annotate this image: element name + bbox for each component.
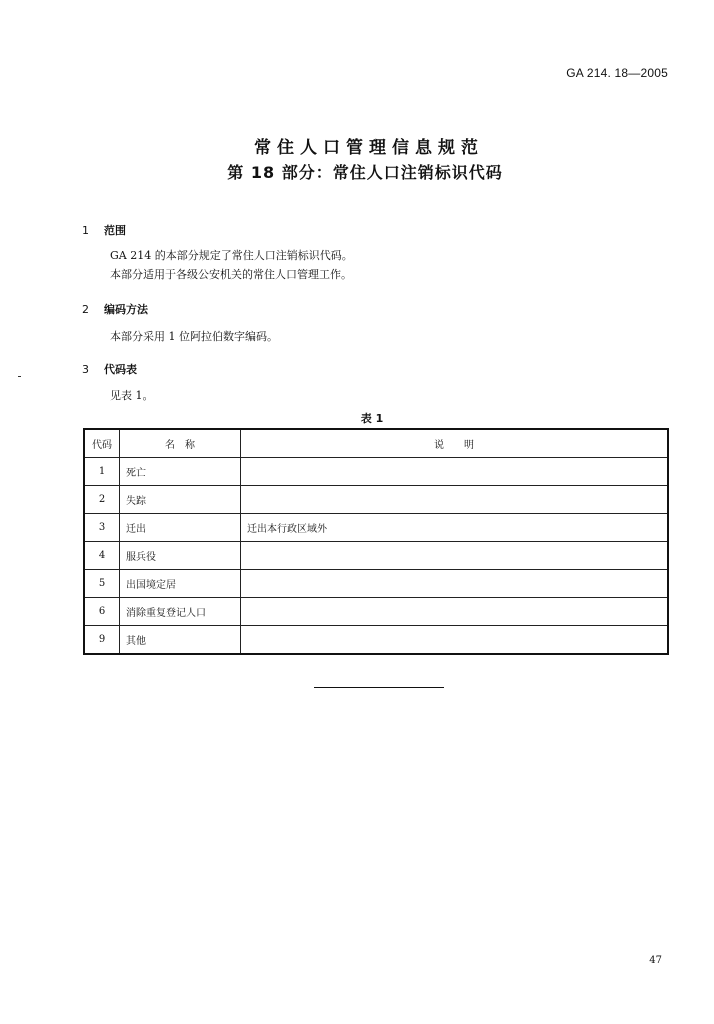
table-row [84, 598, 668, 626]
section-title: 编码方法 [104, 303, 148, 316]
cell-name: 死亡 [120, 458, 241, 486]
table-row [84, 542, 668, 570]
table-row [84, 458, 668, 486]
header-description: 说 明 [241, 429, 669, 458]
cell-description: 迁出本行政区域外 [241, 514, 669, 542]
section-2-body [110, 327, 278, 346]
cell-description [241, 458, 669, 486]
table-row [84, 486, 668, 514]
section-title: 代码表 [104, 363, 137, 376]
cell-name: 失踪 [120, 486, 241, 514]
cell-name: 出国境定居 [120, 570, 241, 598]
cell-name: 其他 [120, 626, 241, 655]
section-2-heading [82, 301, 148, 317]
cell-code: 3 [84, 514, 120, 542]
table-row [84, 570, 668, 598]
cell-name: 服兵役 [120, 542, 241, 570]
margin-mark [18, 376, 21, 377]
cell-description [241, 598, 669, 626]
table-header-row [84, 429, 668, 458]
section-number: 2 [82, 303, 89, 316]
header-code: 代码 [84, 429, 120, 458]
table-row [84, 514, 668, 542]
cell-code: 2 [84, 486, 120, 514]
document-subtitle: 第 18 部分：常住人口注销标识代码 [227, 163, 503, 182]
section-3-heading [82, 361, 137, 377]
section-1-heading [82, 222, 126, 238]
code-table [83, 428, 669, 655]
section-title: 范围 [104, 224, 126, 237]
cell-description [241, 542, 669, 570]
cell-description [241, 486, 669, 514]
cell-name: 消除重复登记人口 [120, 598, 241, 626]
paragraph: 见表 1。 [110, 389, 154, 402]
cell-code: 9 [84, 626, 120, 655]
paragraph: 本部分采用 1 位阿拉伯数字编码。 [110, 330, 278, 343]
section-1-body [110, 246, 353, 284]
cell-code: 1 [84, 458, 120, 486]
section-number: 1 [82, 224, 89, 237]
end-rule [314, 687, 444, 688]
paragraph: GA 214 的本部分规定了常住人口注销标识代码。 [110, 249, 353, 262]
header-name: 名 称 [120, 429, 241, 458]
cell-code: 5 [84, 570, 120, 598]
table-row [84, 626, 668, 655]
section-3-body [110, 386, 154, 405]
cell-name: 迁出 [120, 514, 241, 542]
cell-description [241, 626, 669, 655]
cell-code: 6 [84, 598, 120, 626]
document-title: 常住人口管理信息规范 [254, 138, 484, 158]
page-number: 47 [649, 955, 662, 966]
section-number: 3 [82, 363, 89, 376]
paragraph: 本部分适用于各级公安机关的常住人口管理工作。 [110, 268, 352, 281]
cell-code: 4 [84, 542, 120, 570]
table-caption: 表 1 [360, 412, 384, 425]
standard-code: GA 214. 18—2005 [566, 66, 668, 80]
cell-description [241, 570, 669, 598]
